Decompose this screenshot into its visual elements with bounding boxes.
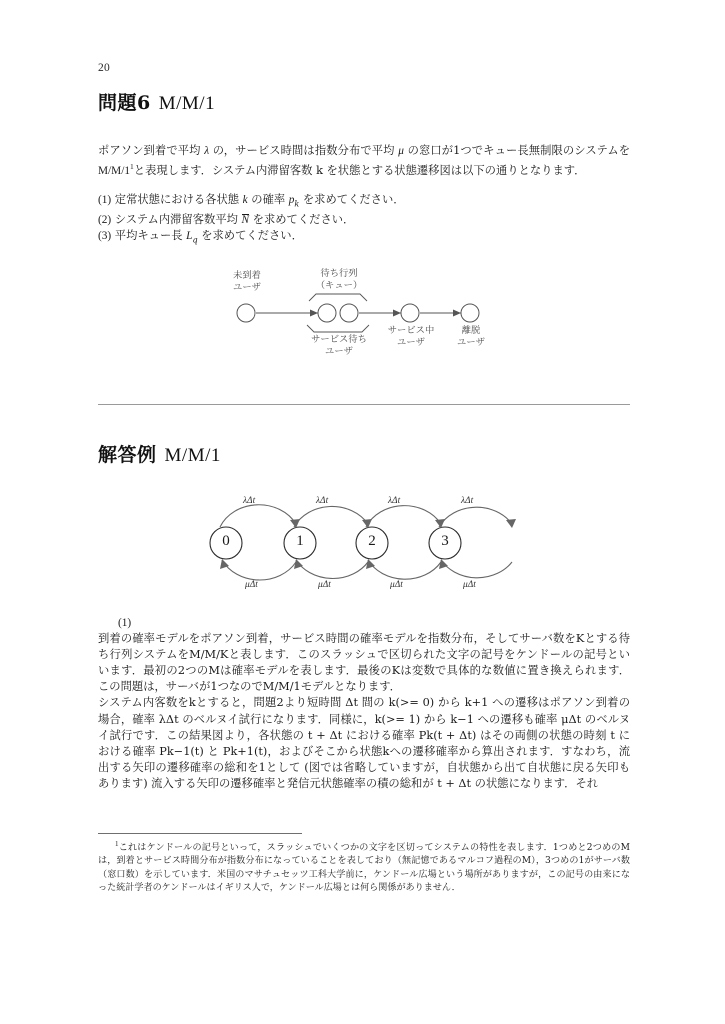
intro-seg-3: の窓口が1つでキュー長無制限のシステムを [407, 144, 630, 157]
label-departed-line1: 離脱 [461, 325, 481, 336]
state-label-3: 3 [441, 533, 449, 549]
symbol-mu: μ [398, 145, 404, 157]
section-divider [98, 404, 630, 405]
intro-seg-1: ポアソン到着で平均 [98, 144, 201, 157]
answer-paragraph-1: 到着の確率モデルをポアソン到着，サービス時間の確率モデルを指数分布，そしてサーバ数をKとする待ち行列システムをM/M/Kと表します．このスラッシュで区切られた文字の記号をケンドールの記号といいます．最初の2つのMは確率モデルを表します．最後のKは変数で具体的な数値に置き換えられます．この問題は，サーバが1つなのでM/M/1モデルとなります． [98, 632, 630, 694]
arc-arrival-0-1 [220, 505, 296, 527]
problem-intro-text [98, 143, 630, 179]
arrowhead-arrival-3-4 [506, 519, 516, 528]
arrowhead-into-service [393, 310, 401, 317]
heading-answer-jp: 解答例 [98, 444, 157, 466]
footnote-text: これはケンドールの記号といって，スラッシュでいくつかの文字を区切ってシステムの特性を表します．1つめと2つめのMは，到着とサービス時間分布が指数分布になっていることを表しており（無記憶であるマルコフ過程のM），3つめの1がサーバ数（窓口数）を示しています．米国のマサチュセッツ工科大学前に，ケンドール広場という場所がありますが，この記号の由来になった統計学者のケンドールはイギリス人で，ケンドール広場とは何ら関係がありません． [98, 843, 630, 893]
footnote-marker: 1 [115, 840, 119, 848]
label-waiting-line2: ユーザ [325, 345, 353, 357]
question-2-text-a: システム内滞留客数平均 [114, 213, 238, 227]
answer-body [98, 615, 630, 792]
question-1-text-a: 定常状態における各状態 [114, 193, 240, 206]
label-waiting-user [294, 334, 384, 357]
state-label-1: 1 [296, 533, 304, 549]
rate-label-service-2: μΔt [390, 580, 403, 590]
question-3-text-a: 平均キュー長 [114, 229, 183, 243]
arc-service-3-2 [368, 560, 441, 579]
circle-not-arrived-user [237, 304, 255, 322]
label-queue-title-line2: （キュー） [315, 279, 363, 291]
rate-label-arrival-2: λΔt [388, 496, 401, 506]
arc-arrival-2-3 [366, 506, 441, 527]
label-not-arrived-line1: 未到着 [233, 270, 261, 281]
footnote-marker-inline: 1 [130, 162, 134, 172]
figure-state-transition-diagram [190, 488, 540, 600]
footnote-divider [98, 833, 302, 834]
arrowhead-service-4-3 [439, 559, 448, 569]
question-1-text-c: を求めてください． [302, 193, 405, 206]
label-not-arrived-line2: ユーザ [233, 281, 261, 293]
question-item-2 [98, 212, 630, 228]
question-1-var-p-subscript: k [294, 199, 300, 209]
question-item-1 [98, 192, 630, 212]
arrowhead-into-queue [310, 310, 318, 317]
arc-service-2-1 [296, 560, 368, 578]
intro-seg-2: の，サービス時間は指数分布で平均 [212, 144, 395, 157]
rate-label-arrival-3: λΔt [461, 496, 474, 506]
label-waiting-line1: サービス待ち [311, 334, 367, 345]
heading-problem-jp: 問題6 [98, 92, 151, 114]
question-3-text-b: を求めてください． [201, 229, 303, 243]
question-3-var-l-subscript: q [192, 235, 198, 245]
question-3-number: (3) [98, 230, 112, 243]
question-2-number: (2) [98, 214, 112, 227]
question-2-var-n-bar: N [241, 214, 250, 227]
label-in-service-line2: ユーザ [397, 336, 425, 348]
arc-arrival-3-4 [439, 507, 512, 527]
intro-model-label: M/M/1 [98, 164, 131, 177]
question-1-number: (1) [98, 194, 112, 206]
figure-queue-system [196, 262, 536, 374]
rate-label-service-0: μΔt [245, 580, 258, 590]
question-3-var-l: L [186, 230, 193, 243]
heading-problem-model: M/M/1 [158, 93, 216, 114]
question-item-3 [98, 228, 630, 248]
label-queue-title [304, 268, 374, 291]
symbol-lambda: λ [204, 145, 210, 157]
heading-answer-model: M/M/1 [164, 445, 221, 466]
answer-part-number: (1) [118, 617, 132, 629]
problem-intro [98, 143, 630, 179]
rate-label-service-1: μΔt [318, 580, 331, 590]
question-1-text-b: の確率 [251, 193, 286, 206]
circle-queue-slot-2 [340, 304, 358, 322]
footnote-text-wrapper [98, 838, 630, 895]
question-2-text-b: を求めてください． [252, 213, 355, 227]
answer-part-label [98, 615, 630, 631]
rate-label-arrival-1: λΔt [316, 496, 329, 506]
heading-answer [98, 440, 221, 467]
footnote-block [98, 838, 630, 895]
state-label-0: 0 [222, 533, 230, 549]
rate-label-arrival-0: λΔt [243, 496, 256, 506]
arc-service-1-0 [222, 560, 296, 580]
label-not-arrived-user [218, 270, 276, 293]
intro-seg-4: と表現します．システム内滞留客数 k を状態とする状態遷移図は以下の通りとなります． [133, 163, 586, 177]
label-departed-user [444, 325, 498, 348]
label-in-service-line1: サービス中 [387, 325, 435, 336]
label-queue-title-line1: 待ち行列 [320, 268, 358, 279]
circle-queue-slot-1 [318, 304, 336, 322]
circle-in-service-user [401, 304, 419, 322]
page-number: 20 [98, 62, 111, 74]
arc-arrival-1-2 [294, 506, 368, 527]
problem-question-list [98, 192, 630, 249]
question-1-var-k: k [242, 194, 248, 206]
arc-service-4-3 [441, 560, 512, 578]
arrowhead-into-departed [453, 310, 461, 317]
state-label-2: 2 [368, 533, 376, 549]
rate-label-service-3: μΔt [463, 580, 476, 590]
circle-departed-user [461, 304, 479, 322]
answer-paragraph-2: システム内客数をkとすると，問題2より短時間 Δt 間の k(>= 0) から k+1 への遷移はポアソン到着の場合，確率 λΔt のベルヌイ試行になります．同様に，k(>= 1) から k−1 への遷移も確率 μΔt のベルヌイ試行です．この結果図より，各状態の t + Δt における確率 Pk(t + Δt) はその両側の状態の時刻 t における確率 Pk−1(t) と Pk+1(t)，およびそこから状態kへの遷移確率から算出されます．すなわち，流出する矢印の遷移確率の総和を1として (図では省略していますが，自状態から出て自状態に戻る矢印もあります) 流入する矢印の遷移確率と発信元状態確率の積の総和が t + Δt の状態になります．それ [98, 696, 630, 790]
heading-problem [98, 88, 215, 115]
question-1-var-p: p [288, 194, 295, 206]
label-in-service-user [381, 325, 441, 348]
label-departed-line2: ユーザ [457, 336, 485, 348]
